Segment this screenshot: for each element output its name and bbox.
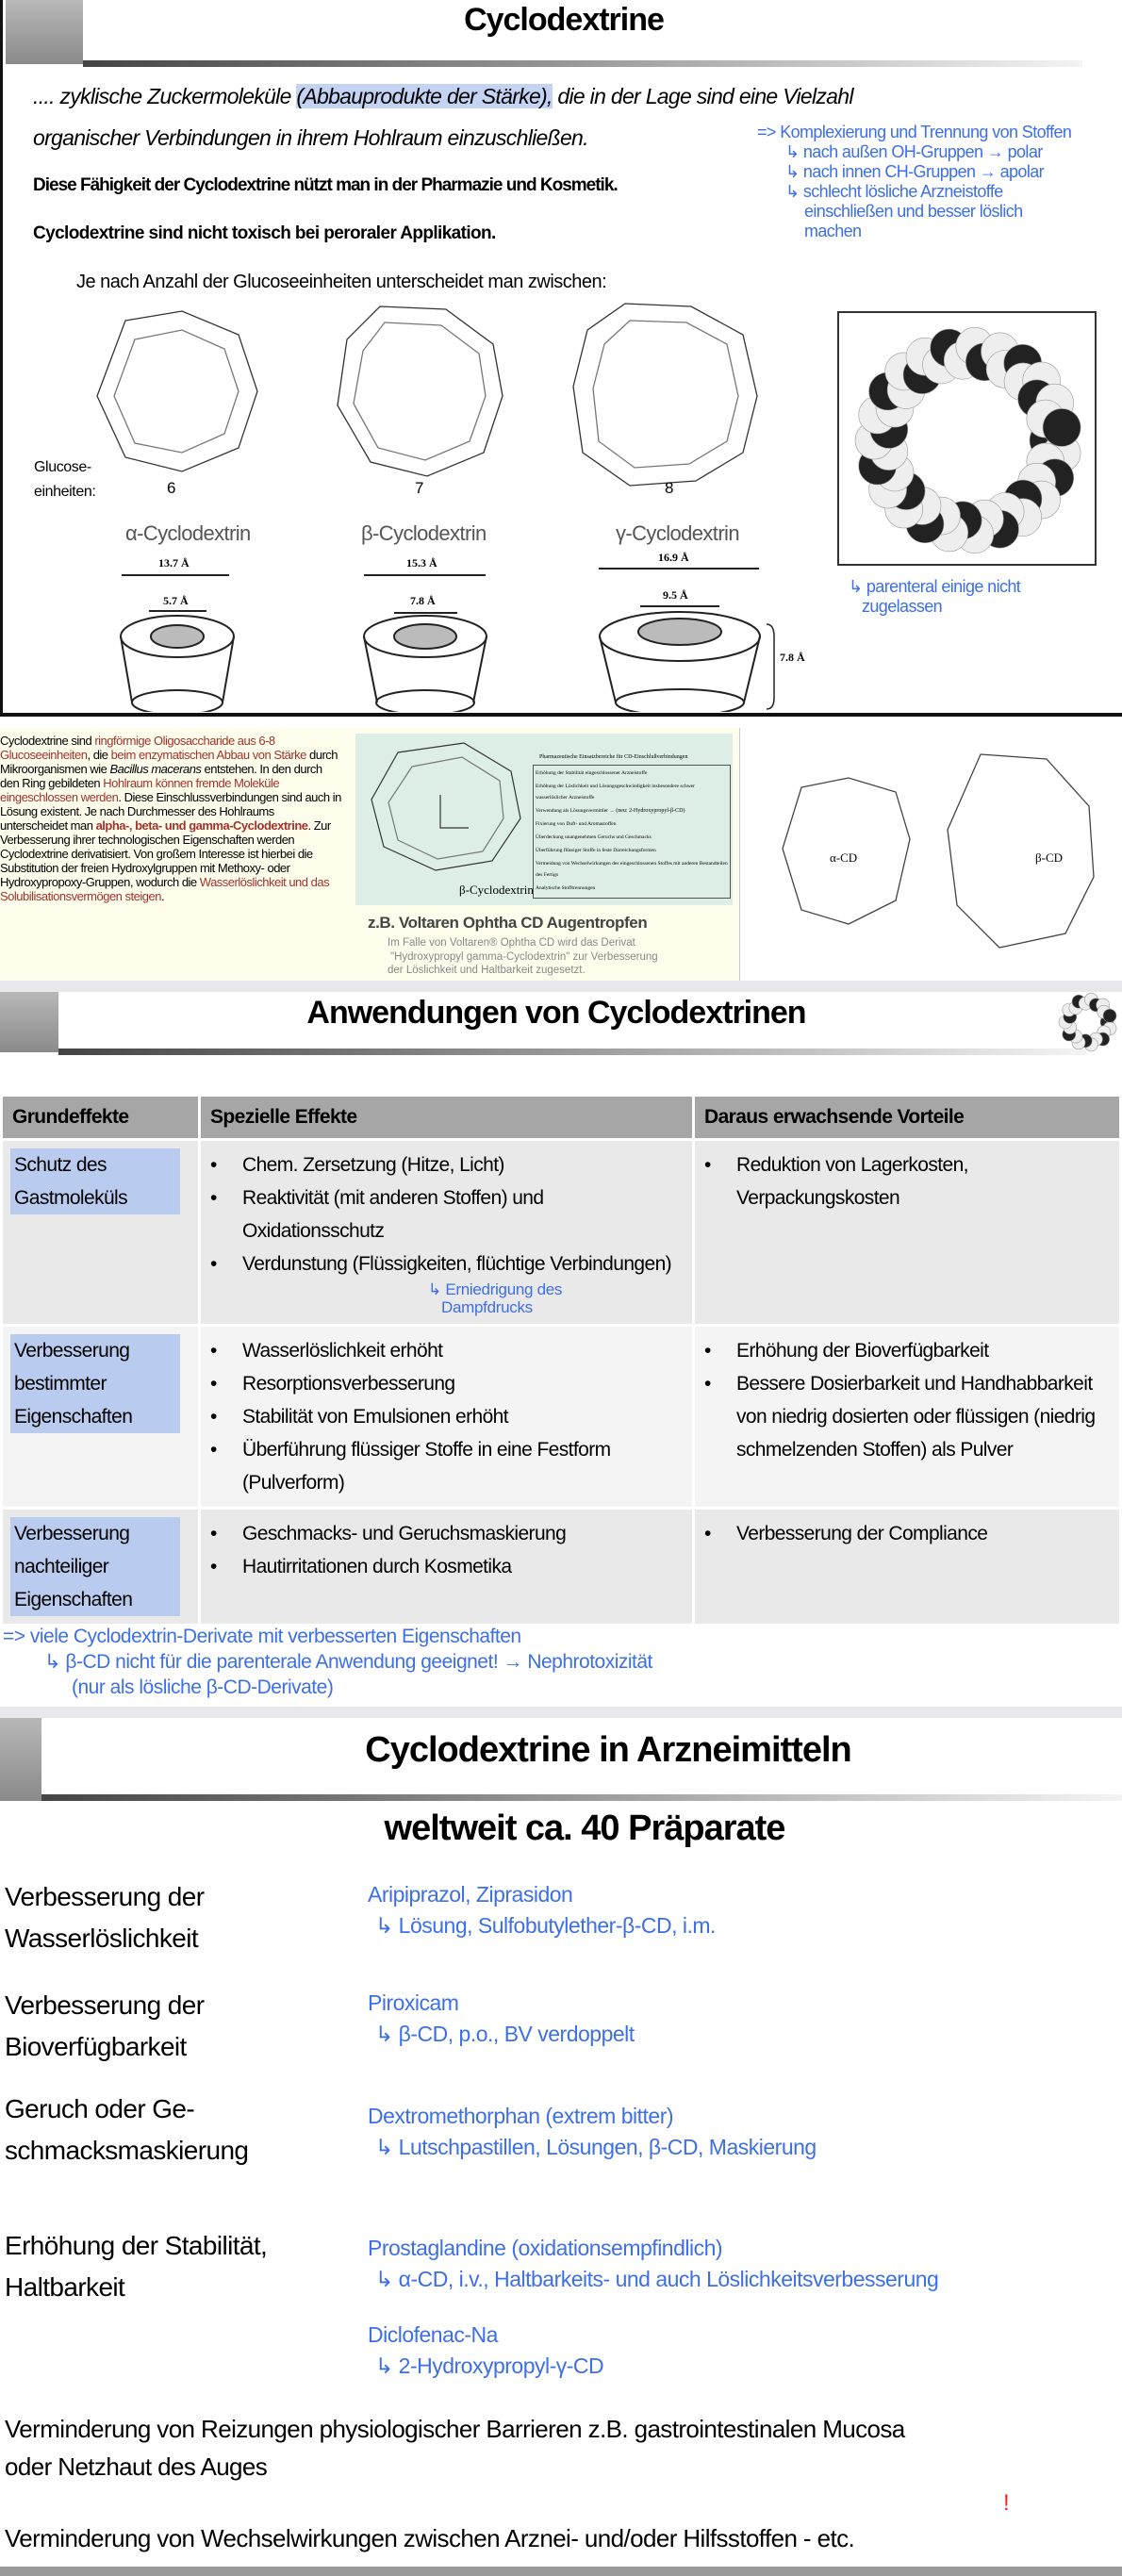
glucose-units-label: Glucose- einheiten:	[34, 459, 96, 500]
info-text-segment: durch Mikroorganismen wie	[0, 748, 338, 776]
slide-gap	[0, 1707, 1122, 1718]
gamma-inner-diameter: 9.5 Å	[663, 588, 688, 602]
drug-example	[368, 2101, 817, 2163]
arrow-icon: →	[607, 808, 617, 814]
gamma-name: γ-Cyclodextrin	[616, 521, 739, 545]
figure-caption: β-Cyclodextrin	[459, 883, 534, 897]
grundeffekt-cell	[3, 1327, 198, 1507]
cyclodextrin-ring-structures	[3, 302, 795, 490]
drug-detail: ↳ β-CD, p.o., BV verdoppelt	[375, 2022, 635, 2046]
applications-table	[0, 1094, 1122, 1627]
alpha-ring	[97, 311, 257, 471]
list-item: • Reduktion von Lagerkosten, Verpackungskosten	[702, 1148, 1112, 1214]
header-divider	[83, 60, 1082, 67]
info-text-segment: . Zur Verbesserung ihrer technologischen Eigenschaften werden Cyclodextrine derivatisiert. Von großem Interesse ist hierbei die Substitution der freien Hydroxylgruppen mit Methoxy- oder Hydroxypropoxy-Gruppen, wodurch die	[0, 818, 331, 889]
drug-example	[368, 1879, 716, 1941]
space-filling-model-image	[837, 311, 1097, 566]
drug-detail: ↳ Lutschpastillen, Lösungen, β-CD, Maskierung	[375, 2135, 817, 2159]
special-effects-cell	[201, 1327, 692, 1507]
special-effects-cell	[201, 1510, 692, 1624]
list-item: • Wasserlöslichkeit erhöht	[208, 1334, 685, 1367]
figure-table-row: Überdeckung unangenehmen Geruchs und Geschmacks	[536, 834, 652, 840]
alpha-outer-diameter: 13.7 Å	[158, 556, 190, 570]
alpha-glucose-count: 6	[167, 479, 176, 497]
benefits-cell	[695, 1510, 1119, 1624]
list-item: • Erhöhung der Bioverfügbarkeit	[702, 1334, 1112, 1367]
header-grundeffekte: Grundeffekte	[3, 1097, 198, 1138]
figure-table-row: Erhöhung der Löslichkeit und Lösungsgeschwindigkeit insbesondere schwer wasserlöslicher Arzneistoffe	[536, 784, 695, 801]
special-effects-cell	[201, 1141, 692, 1324]
figure-table-row: Analytische Stofftrennungen	[536, 885, 596, 891]
drug-detail: ↳ Lösung, Sulfobutylether-β-CD, i.m.	[375, 1913, 716, 1938]
human-body-icon	[0, 1718, 41, 1801]
list-item: • Stabilität von Emulsionen erhöht	[208, 1400, 685, 1433]
header-divider	[58, 1049, 1086, 1055]
gamma-ring	[573, 304, 757, 486]
bold-statement-2: Cyclodextrine sind nicht toxisch bei peroraler Applikation.	[33, 223, 496, 243]
alpha-inner-diameter: 5.7 Å	[163, 594, 189, 607]
table-row	[3, 1327, 1119, 1507]
beta-cyclodextrin-structure	[360, 738, 530, 875]
beta-cd-label: β-CD	[1035, 850, 1064, 865]
info-text-segment: ringförmige Oligosaccharide aus 6-8 Glucoseeinheiten	[0, 734, 275, 762]
exclamation-mark: !	[1003, 2490, 1010, 2516]
benefit-label: Geruch oder Ge- schmacksmaskierung	[5, 2094, 249, 2165]
atom	[1103, 1009, 1116, 1022]
figure-table-title: Pharmazeutische Einsatzbereiche für CD-Einschlußverbindungen	[539, 754, 688, 760]
grundeffekt-label: Verbesserung bestimmter Eigenschaften	[10, 1334, 180, 1433]
beta-glucose-count: 7	[415, 479, 424, 497]
drug-name: Piroxicam	[368, 1990, 459, 2015]
table-row	[3, 1510, 1119, 1624]
cavity-dimension-diagram	[3, 556, 814, 712]
figure-table-row: Erhöhung der Stabilität eingeschlossener Arzneistoffe	[536, 770, 648, 776]
beta-name: β-Cyclodextrin	[361, 521, 487, 545]
cavity-height: 7.8 Å	[780, 651, 805, 664]
alpha-beta-cd-structures	[745, 735, 1122, 976]
beta-cyclodextrin-figure	[355, 734, 733, 905]
info-text-segment: beim enzymatischen Abbau von Stärke	[110, 748, 306, 762]
cyclodextrin-info-panel	[0, 728, 740, 981]
list-item: • Resorptionsverbesserung	[208, 1367, 685, 1400]
alpha-name: α-Cyclodextrin	[125, 521, 251, 545]
drug-name: Diclofenac-Na	[368, 2322, 498, 2347]
list-item: • Reaktivität (mit anderen Stoffen) und Oxidationsschutz	[208, 1181, 685, 1247]
drug-example	[368, 2233, 938, 2295]
slide-subtitle: weltweit ca. 40 Präparate	[384, 1808, 785, 1848]
intro-text: .... zyklische Zuckermoleküle (Abbauprodukte der Stärke), die in der Lage sind eine Vielzahl organischer Verbindungen in ihrem Hohlraum einzuschließen.	[33, 84, 853, 150]
interaction-reduction-text: Verminderung von Wechselwirkungen zwischen Arznei- und/oder Hilfsstoffen - etc.	[5, 2524, 855, 2552]
beta-outer-diameter: 15.3 Å	[406, 556, 437, 570]
benefit-label: Verbesserung der Bioverfügbarkeit	[5, 1990, 205, 2061]
atom	[1043, 408, 1081, 446]
alpha-cd-label: α-CD	[830, 850, 858, 865]
list-item: • Hautirritationen durch Kosmetika	[208, 1550, 685, 1583]
info-text-segment: .	[160, 889, 165, 903]
list-item: • Verbesserung der Compliance	[702, 1517, 1112, 1550]
info-text-segment: alpha-, beta- und gamma-Cyclodextrine	[95, 818, 308, 833]
figure-table-row: Verwendung als Lösungsvermittler → (neu: 2-Hydroxypropyl-β-CD)	[536, 808, 685, 814]
vapor-pressure-note: ↳ Erniedrigung des Dampfdrucks	[428, 1280, 563, 1316]
figure-table	[533, 765, 731, 899]
figure-table-row: Vermeidung von Wechselwirkungen des eingeschlossenen Stoffes mit anderen Bestandteilen des Fertigs	[536, 861, 728, 878]
beta-inner-diameter: 7.8 Å	[410, 594, 436, 607]
drug-detail: ↳ 2-Hydroxypropyl-γ-CD	[375, 2353, 604, 2378]
irritation-reduction-text: Verminderung von Reizungen physiologischer Barrieren z.B. gastrointestinalen Mucosa oder Netzhaut des Auges	[5, 2415, 905, 2481]
list-item: • Bessere Dosierbarkeit und Handhabbarkeit von niedrig dosierten oder flüssigen (niedrig schmelzenden Stoffen) als Pulver	[702, 1367, 1112, 1466]
info-text-segment: entstehen. In den durch den Ring gebildeten	[0, 762, 322, 790]
figure-table-row: Fixierung von Duft- und Aromastoffen	[536, 821, 617, 827]
header-spezielle-effekte: Spezielle Effekte	[201, 1097, 692, 1138]
slide-gap	[0, 981, 1122, 992]
slide-title: Anwendungen von Cyclodextrinen	[306, 995, 806, 1031]
voltaren-example-title: z.B. Voltaren Ophtha CD Augentropfen	[368, 914, 648, 932]
benefits-cell	[695, 1141, 1119, 1324]
voltaren-example-text: Im Falle von Voltaren® Ophtha CD wird das Derivat "Hydroxypropyl gamma-Cyclodextrin" zur Verbesserung der Löslichkeit und Haltbarkeit zugesetzt.	[388, 937, 658, 976]
slide-cyclodextrine	[0, 0, 1122, 717]
benefit-label: Erhöhung der Stabilität, Haltbarkeit	[5, 2231, 268, 2302]
drug-name: Prostaglandine (oxidationsempfindlich)	[368, 2236, 723, 2260]
header-divider	[41, 1794, 1122, 1801]
benefit-label: Verbesserung der Wasserlöslichkeit	[5, 1882, 205, 1953]
info-text-segment: . Diese Einschlussverbindungen sind auch in Lösung existent. Je nach Durchmesser des Hohlraums unterscheidet man	[0, 790, 341, 833]
glucose-subtitle: Je nach Anzahl der Glucoseeinheiten unterscheidet man zwischen:	[76, 272, 607, 292]
table-row	[3, 1141, 1119, 1324]
info-text-segment: Hohlraum können fremde Moleküle eingeschlossen werden	[0, 776, 280, 804]
list-item: • Geschmacks- und Geruchsmaskierung	[208, 1517, 685, 1550]
bold-statement-1: Diese Fähigkeit der Cyclodextrine nützt man in der Pharmazie und Kosmetik.	[33, 175, 618, 195]
drug-name: Aripiprazol, Ziprasidon	[368, 1882, 573, 1907]
info-text-segment: , die	[87, 748, 111, 762]
table-header-row	[3, 1097, 1119, 1138]
annotation-note: => Komplexierung und Trennung von Stoffen ↳ nach außen OH-Gruppen → polar ↳ nach innen CH-Gruppen → apolar ↳ schlecht lösliche Arzneistoffe einschließen und besser löslich machen	[757, 123, 1072, 240]
molecule-model-icon	[1048, 992, 1122, 1053]
benefits-cell	[695, 1327, 1119, 1507]
figure-arrow-note: (neu: 2-Hydroxypropyl-β-CD)	[616, 808, 685, 814]
list-item: • Überführung flüssiger Stoffe in eine Festform (Pulverform)	[208, 1433, 685, 1499]
info-paragraph	[0, 734, 341, 903]
drug-example	[368, 2320, 603, 2382]
slide-title: Cyclodextrine in Arzneimitteln	[365, 1730, 851, 1770]
drug-name: Dextromethorphan (extrem bitter)	[368, 2104, 674, 2128]
grundeffekt-label: Verbesserung nachteiliger Eigenschaften	[10, 1517, 180, 1616]
derivatives-note: => viele Cyclodextrin-Derivate mit verbesserten Eigenschaften ↳ β-CD nicht für die parenterale Anwendung geeignet! → Nephrotoxizität (nur als lösliche β-CD-Derivate)	[3, 1626, 652, 1698]
list-item: • Chem. Zersetzung (Hitze, Licht)	[208, 1148, 685, 1181]
header-vorteile: Daraus erwachsende Vorteile	[695, 1097, 1119, 1138]
drug-detail: ↳ α-CD, i.v., Haltbarkeits- und auch Löslichkeitsverbesserung	[375, 2267, 939, 2291]
beta-ring	[338, 306, 503, 476]
grundeffekt-cell	[3, 1510, 198, 1624]
figure-table-row: Überführung flüssiger Stoffe in feste Darreichungsformen	[536, 848, 656, 853]
gamma-outer-diameter: 16.9 Å	[658, 551, 689, 564]
grundeffekt-cell	[3, 1141, 198, 1324]
grundeffekt-label: Schutz des Gastmoleküls	[10, 1148, 180, 1214]
list-item: • Verdunstung (Flüssigkeiten, flüchtige Verbindungen)	[208, 1247, 685, 1280]
gamma-glucose-count: 8	[665, 479, 674, 497]
info-text-segment: Cyclodextrine sind	[0, 734, 95, 748]
drug-example	[368, 1988, 635, 2050]
slide-title: Cyclodextrine	[464, 2, 664, 38]
highlighted-text: (Abbauprodukte der Stärke),	[296, 84, 553, 108]
info-text-segment: Wasserlöslichkeit und das Solubilisationsvermögen steigen	[0, 875, 330, 903]
parenteral-note: ↳ parenteral einige nicht zugelassen	[849, 577, 1021, 616]
info-text-segment: Bacillus macerans	[109, 762, 202, 776]
bottom-bar	[0, 2567, 1122, 2576]
